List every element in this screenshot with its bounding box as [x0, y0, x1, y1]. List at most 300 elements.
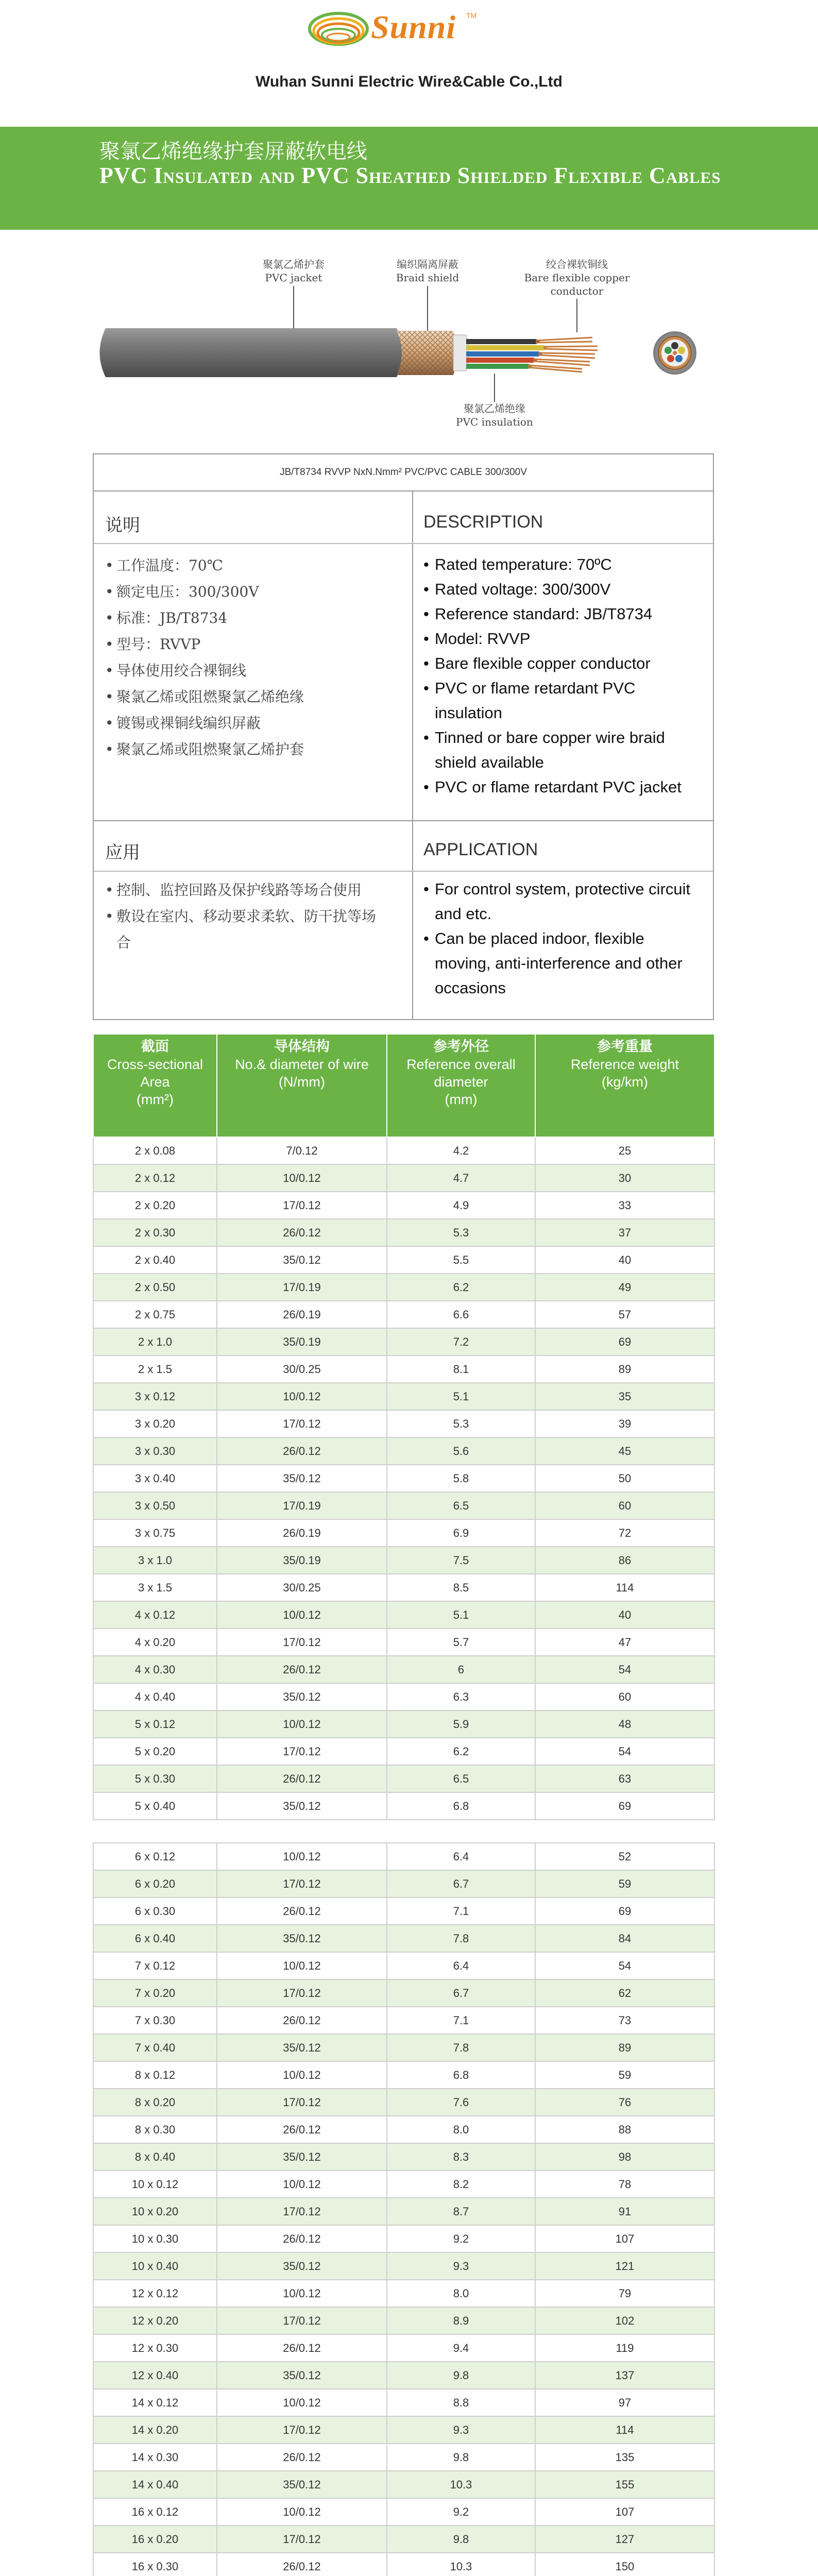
header-en: Reference weight — [570, 1057, 679, 1072]
list-item: • 控制、监控回路及保护线路等场合使用 — [105, 877, 383, 903]
header-unit: (mm) — [445, 1092, 478, 1107]
table-cell: 6.5 — [387, 1492, 535, 1519]
table-cell: 121 — [535, 2252, 714, 2280]
table-cell: 26/0.12 — [217, 2225, 387, 2252]
table-cell: 35/0.12 — [217, 2471, 387, 2498]
table-cell: 5.6 — [387, 1437, 535, 1465]
table-cell: 97 — [535, 2389, 714, 2416]
table-row — [93, 1465, 714, 1492]
table-cell: 17/0.12 — [217, 2089, 387, 2116]
table-cell: 63 — [535, 1765, 714, 1792]
table-row — [93, 1870, 714, 1897]
title-chinese: 聚氯乙烯绝缘护套屏蔽软电线 — [99, 140, 367, 163]
table-cell: 6.2 — [387, 1274, 535, 1301]
table-cell: 127 — [535, 2526, 714, 2553]
table-cell: 6.2 — [387, 1738, 535, 1765]
table-cell: 6.9 — [387, 1519, 535, 1547]
table-row — [93, 1137, 714, 1164]
table-cell: 8 x 0.30 — [93, 2116, 217, 2143]
table-cell: 10/0.12 — [217, 1383, 387, 1410]
table-row — [93, 1574, 714, 1601]
table-cell: 7 x 0.30 — [93, 2007, 217, 2034]
table-cell: 8 x 0.40 — [93, 2143, 217, 2171]
table-cell: 2 x 0.30 — [93, 1219, 217, 1246]
table-row — [93, 1328, 714, 1355]
table-cell: 3 x 0.50 — [93, 1492, 217, 1519]
table-cell: 17/0.12 — [217, 1738, 387, 1765]
table-cell: 5 x 0.20 — [93, 1738, 217, 1765]
table-cell: 2 x 0.40 — [93, 1246, 217, 1274]
table-row — [93, 1519, 714, 1547]
table-cell: 6.7 — [387, 1979, 535, 2007]
table-cell: 3 x 0.30 — [93, 1437, 217, 1465]
standard-line: JB/T8734 RVVP NxN.Nmm² PVC/PVC CABLE 300/300V — [94, 454, 713, 492]
table-cell: 6 x 0.20 — [93, 1870, 217, 1897]
list-item: • Tinned or bare copper wire braid shield available — [423, 725, 707, 775]
header-unit: (mm²) — [137, 1092, 174, 1107]
list-item: • Rated temperature: 70ºC — [423, 552, 707, 577]
table-row — [93, 2143, 714, 2171]
list-item: • 镀锡或裸铜线编织屏蔽 — [105, 710, 404, 736]
header-unit: (kg/km) — [602, 1074, 648, 1090]
table-cell: 89 — [535, 1355, 714, 1383]
table-cell: 5 x 0.40 — [93, 1792, 217, 1820]
table-cell: 6.6 — [387, 1301, 535, 1328]
table-cell: 7.1 — [387, 1897, 535, 1925]
table-cell: 17/0.19 — [217, 1492, 387, 1519]
table-cell: 107 — [535, 2225, 714, 2252]
table-row — [93, 1164, 714, 1192]
table-cell: 35/0.12 — [217, 1683, 387, 1710]
table-cell: 3 x 0.20 — [93, 1410, 217, 1437]
table-cell: 5.3 — [387, 1410, 535, 1437]
table-cell: 73 — [535, 2007, 714, 2034]
table-cell: 2 x 0.08 — [93, 1137, 217, 1164]
table-row — [93, 1897, 714, 1925]
table-cell: 26/0.12 — [217, 1897, 387, 1925]
table-cell: 7 x 0.12 — [93, 1952, 217, 1979]
table-cell: 7.2 — [387, 1328, 535, 1355]
table-row — [93, 2498, 714, 2526]
table-cell: 5.5 — [387, 1246, 535, 1274]
table-cell: 54 — [535, 1952, 714, 1979]
table-cell: 5.9 — [387, 1710, 535, 1738]
braid-label-cn: 编织隔离屏蔽 — [397, 258, 458, 270]
table-cell: 26/0.12 — [217, 2444, 387, 2471]
table-row — [93, 1792, 714, 1820]
description-list-cn — [105, 552, 404, 762]
table-cell: 2 x 0.50 — [93, 1274, 217, 1301]
table-cell: 10/0.12 — [217, 1952, 387, 1979]
table-cell: 8.0 — [387, 2116, 535, 2143]
table-row — [93, 2007, 714, 2034]
table-cell: 8.2 — [387, 2171, 535, 2198]
section-divider — [94, 820, 713, 821]
table-cell: 78 — [535, 2171, 714, 2198]
list-item: • 聚氯乙烯或阻燃聚氯乙烯护套 — [105, 736, 404, 762]
table-row — [93, 1547, 714, 1574]
section-divider — [94, 871, 713, 872]
table-cell: 8.7 — [387, 2198, 535, 2225]
table-row — [93, 1843, 714, 1870]
table-cell: 12 x 0.40 — [93, 2362, 217, 2389]
table-cell: 49 — [535, 1274, 714, 1301]
table-cell: 47 — [535, 1629, 714, 1656]
table-cell: 26/0.12 — [217, 1765, 387, 1792]
table-cell: 89 — [535, 2034, 714, 2061]
table-cell: 33 — [535, 1192, 714, 1219]
table-cell: 8.5 — [387, 1574, 535, 1601]
application-title-cn: 应用 — [105, 842, 140, 863]
table-cell: 16 x 0.30 — [93, 2553, 217, 2576]
list-item: • 聚氯乙烯或阻燃聚氯乙烯绝缘 — [105, 684, 404, 710]
list-item: • Rated voltage: 300/300V — [423, 577, 707, 602]
table-cell: 35 — [535, 1383, 714, 1410]
table-row — [93, 2061, 714, 2089]
table-row — [93, 1246, 714, 1274]
table-cell: 62 — [535, 1979, 714, 2007]
table-cell: 35/0.19 — [217, 1547, 387, 1574]
table-cell: 10/0.12 — [217, 2280, 387, 2307]
table-cell: 48 — [535, 1710, 714, 1738]
table-row — [93, 1952, 714, 1979]
table-row — [93, 2416, 714, 2444]
table-row — [93, 2089, 714, 2116]
table-row — [93, 1629, 714, 1656]
table-cell: 8.8 — [387, 2389, 535, 2416]
table-cell: 6.8 — [387, 1792, 535, 1820]
table-cell: 69 — [535, 1897, 714, 1925]
table-cell: 6.3 — [387, 1683, 535, 1710]
table-cell: 10.3 — [387, 2553, 535, 2576]
info-block — [93, 453, 714, 1020]
table-cell: 8.0 — [387, 2280, 535, 2307]
table-cell: 25 — [535, 1137, 714, 1164]
table-cell: 3 x 1.0 — [93, 1547, 217, 1574]
description-title-cn: 说明 — [105, 515, 140, 536]
table-row — [93, 1383, 714, 1410]
insulation-label-cn: 聚氯乙烯绝缘 — [464, 402, 525, 415]
list-item: • Reference standard: JB/T8734 — [423, 602, 707, 626]
header-conductor — [217, 1034, 387, 1137]
table-row — [93, 1710, 714, 1738]
table-cell: 10/0.12 — [217, 2171, 387, 2198]
list-item: • Bare flexible copper conductor — [423, 651, 707, 676]
table-row — [93, 1738, 714, 1765]
table-cell: 59 — [535, 2061, 714, 2089]
table-cell: 6 x 0.30 — [93, 1897, 217, 1925]
header-cn: 截面 — [141, 1039, 169, 1055]
header-en: Cross-sectional Area — [107, 1057, 203, 1090]
table-cell: 45 — [535, 1437, 714, 1465]
list-item: • 额定电压：300/300V — [105, 579, 404, 605]
list-item: • 导体使用绞合裸铜线 — [105, 657, 404, 684]
logo-text: Sunni — [371, 9, 456, 45]
cable-illustration — [0, 247, 818, 453]
table-cell: 137 — [535, 2362, 714, 2389]
table-cell: 35/0.12 — [217, 2143, 387, 2171]
table-cell: 37 — [535, 1219, 714, 1246]
table-cell: 79 — [535, 2280, 714, 2307]
table-cell: 16 x 0.12 — [93, 2498, 217, 2526]
table-cell: 50 — [535, 1465, 714, 1492]
table-cell: 69 — [535, 1792, 714, 1820]
table-cell: 10 x 0.40 — [93, 2252, 217, 2280]
table-cell: 4 x 0.40 — [93, 1683, 217, 1710]
table-cell: 17/0.12 — [217, 2416, 387, 2444]
table-row — [93, 1765, 714, 1792]
table-cell: 39 — [535, 1410, 714, 1437]
table-cell: 69 — [535, 1328, 714, 1355]
table-cell: 3 x 0.12 — [93, 1383, 217, 1410]
table-cell: 10/0.12 — [217, 2498, 387, 2526]
table-row — [93, 2252, 714, 2280]
table-cell: 10/0.12 — [217, 1164, 387, 1192]
table-cell: 35/0.12 — [217, 1246, 387, 1274]
table-cell: 10/0.12 — [217, 2061, 387, 2089]
table-cell: 54 — [535, 1738, 714, 1765]
table-row — [93, 1192, 714, 1219]
table-cell: 7/0.12 — [217, 1137, 387, 1164]
table-cell: 2 x 0.12 — [93, 1164, 217, 1192]
table-row — [93, 1410, 714, 1437]
list-item: • PVC or flame retardant PVC jacket — [423, 775, 707, 800]
table-cell: 52 — [535, 1843, 714, 1870]
table-cell: 9.3 — [387, 2252, 535, 2280]
header-cn: 参考重量 — [597, 1039, 653, 1055]
table-cell: 35/0.12 — [217, 2362, 387, 2389]
table-cell: 9.3 — [387, 2416, 535, 2444]
table-cell: 107 — [535, 2498, 714, 2526]
table-cell: 26/0.12 — [217, 1437, 387, 1465]
table-cell: 26/0.12 — [217, 2116, 387, 2143]
table-row — [93, 2471, 714, 2498]
table-cell: 17/0.12 — [217, 1979, 387, 2007]
table-cell: 76 — [535, 2089, 714, 2116]
table-row — [93, 2198, 714, 2225]
table-cell: 91 — [535, 2198, 714, 2225]
table-cell: 26/0.12 — [217, 2007, 387, 2034]
table-cell: 17/0.12 — [217, 1192, 387, 1219]
table-row — [93, 1979, 714, 2007]
table-row — [93, 1437, 714, 1465]
table-cell: 10/0.12 — [217, 1710, 387, 1738]
table-cell: 5.1 — [387, 1383, 535, 1410]
table-row — [93, 2307, 714, 2334]
table-cell: 17/0.12 — [217, 1410, 387, 1437]
table-cell: 10 x 0.12 — [93, 2171, 217, 2198]
table-cell: 30/0.25 — [217, 1574, 387, 1601]
table-cell: 17/0.12 — [217, 2526, 387, 2553]
table-cell: 40 — [535, 1601, 714, 1629]
table-row — [93, 1355, 714, 1383]
header-en: No.& diameter of wire — [235, 1057, 369, 1072]
table-cell: 10.3 — [387, 2471, 535, 2498]
conductor-label-en-2: conductor — [550, 285, 604, 297]
list-item: • 敷设在室内、移动要求柔软、防干扰等场合 — [105, 903, 383, 956]
table-row — [93, 2171, 714, 2198]
table-row — [93, 1656, 714, 1683]
table-cell: 10 x 0.20 — [93, 2198, 217, 2225]
table-row — [93, 2225, 714, 2252]
table-cell: 17/0.12 — [217, 1870, 387, 1897]
header-cn: 导体结构 — [274, 1039, 330, 1055]
list-item: • 标准：JB/T8734 — [105, 605, 404, 631]
table-cell: 10/0.12 — [217, 1843, 387, 1870]
table-cell: 7 x 0.40 — [93, 2034, 217, 2061]
table-cell: 17/0.12 — [217, 2307, 387, 2334]
table-cell: 9.8 — [387, 2362, 535, 2389]
table-cell: 8.1 — [387, 1355, 535, 1383]
table-cell: 5.1 — [387, 1601, 535, 1629]
list-item: • Model: RVVP — [423, 626, 707, 651]
table-cell: 14 x 0.12 — [93, 2389, 217, 2416]
table-cell: 8 x 0.12 — [93, 2061, 217, 2089]
table-row — [93, 2444, 714, 2471]
table-row — [93, 1925, 714, 1952]
table-cell: 2 x 0.20 — [93, 1192, 217, 1219]
spec-table-part-2 — [93, 1842, 715, 2576]
table-cell: 9.4 — [387, 2334, 535, 2362]
table-cell: 26/0.12 — [217, 2334, 387, 2362]
section-divider — [94, 543, 713, 544]
table-cell: 4.2 — [387, 1137, 535, 1164]
table-cell: 6.7 — [387, 1870, 535, 1897]
table-cell: 86 — [535, 1547, 714, 1574]
table-cell: 2 x 1.0 — [93, 1328, 217, 1355]
table-cell: 35/0.12 — [217, 1465, 387, 1492]
table-cell: 17/0.19 — [217, 1274, 387, 1301]
list-item: • PVC or flame retardant PVC insulation — [423, 676, 707, 725]
swirl-logo-icon — [306, 4, 373, 63]
table-cell: 6.5 — [387, 1765, 535, 1792]
table-cell: 114 — [535, 1574, 714, 1601]
table-cell: 26/0.12 — [217, 1219, 387, 1246]
list-item: • Can be placed indoor, flexible moving, anti-interference and other occasions — [423, 926, 691, 1001]
table-cell: 5 x 0.12 — [93, 1710, 217, 1738]
table-cell: 84 — [535, 1925, 714, 1952]
table-cell: 5 x 0.30 — [93, 1765, 217, 1792]
table-cell: 54 — [535, 1656, 714, 1683]
header-cn: 参考外径 — [433, 1039, 489, 1055]
application-list-en — [423, 877, 691, 1001]
table-row — [93, 2334, 714, 2362]
table-row — [93, 1492, 714, 1519]
company-name: Wuhan Sunni Electric Wire&Cable Co.,Ltd — [255, 73, 563, 90]
header-diameter — [387, 1034, 535, 1137]
table-row — [93, 2526, 714, 2553]
table-cell: 26/0.12 — [217, 1656, 387, 1683]
table-cell: 119 — [535, 2334, 714, 2362]
table-cell: 57 — [535, 1301, 714, 1328]
table-row — [93, 2362, 714, 2389]
table-row — [93, 1219, 714, 1246]
table-row — [93, 2280, 714, 2307]
table-row — [93, 1301, 714, 1328]
table-cell: 60 — [535, 1683, 714, 1710]
table-cell: 150 — [535, 2553, 714, 2576]
table-cell: 135 — [535, 2444, 714, 2471]
table-cell: 10/0.12 — [217, 1601, 387, 1629]
jacket-label-cn: 聚氯乙烯护套 — [263, 258, 325, 270]
table-row — [93, 2034, 714, 2061]
table-cell: 35/0.12 — [217, 1792, 387, 1820]
column-divider — [412, 490, 413, 1020]
table-cell: 3 x 1.5 — [93, 1574, 217, 1601]
table-row — [93, 1683, 714, 1710]
table-cell: 4.7 — [387, 1164, 535, 1192]
table-cell: 9.2 — [387, 2225, 535, 2252]
logo — [0, 4, 818, 69]
table-cell: 8.9 — [387, 2307, 535, 2334]
table-cell: 35/0.12 — [217, 2034, 387, 2061]
table-cell: 7.6 — [387, 2089, 535, 2116]
table-cell: 35/0.19 — [217, 1328, 387, 1355]
table-cell: 60 — [535, 1492, 714, 1519]
table-cell: 40 — [535, 1246, 714, 1274]
table-cell: 16 x 0.20 — [93, 2526, 217, 2553]
table-cell: 9.2 — [387, 2498, 535, 2526]
table-cell: 2 x 0.75 — [93, 1301, 217, 1328]
spec-table-part-1 — [93, 1033, 715, 1820]
table-cell: 26/0.19 — [217, 1301, 387, 1328]
table-cell: 6.4 — [387, 1843, 535, 1870]
table-cell: 114 — [535, 2416, 714, 2444]
conductor-label-cn: 绞合裸软铜线 — [546, 258, 608, 270]
title-banner — [0, 127, 818, 230]
table-cell: 4 x 0.30 — [93, 1656, 217, 1683]
table-cell: 8 x 0.20 — [93, 2089, 217, 2116]
table-row — [93, 2116, 714, 2143]
header-weight — [535, 1034, 714, 1137]
table-cell: 7 x 0.20 — [93, 1979, 217, 2007]
list-item: • For control system, protective circuit and etc. — [423, 877, 691, 926]
logo-trademark: TM — [466, 11, 477, 20]
title-english: PVC Insulated and PVC Sheathed Shielded Flexible Cables — [99, 163, 721, 188]
table-cell: 6 x 0.12 — [93, 1843, 217, 1870]
table-cell: 7.5 — [387, 1547, 535, 1574]
table-cell: 30 — [535, 1164, 714, 1192]
table-cell: 6.4 — [387, 1952, 535, 1979]
table-cell: 5.7 — [387, 1629, 535, 1656]
table-cell: 2 x 1.5 — [93, 1355, 217, 1383]
table-row — [93, 1601, 714, 1629]
table-cell: 14 x 0.30 — [93, 2444, 217, 2471]
table-cell: 5.8 — [387, 1465, 535, 1492]
table-cell: 30/0.25 — [217, 1355, 387, 1383]
table-cell: 7.8 — [387, 2034, 535, 2061]
table-cell: 6 — [387, 1656, 535, 1683]
table-row — [93, 2553, 714, 2576]
table-cell: 4 x 0.20 — [93, 1629, 217, 1656]
table-cell: 59 — [535, 1870, 714, 1897]
table-cell: 5.3 — [387, 1219, 535, 1246]
table-cell: 6 x 0.40 — [93, 1925, 217, 1952]
list-item: • 工作温度：70℃ — [105, 552, 404, 579]
table-cell: 8.3 — [387, 2143, 535, 2171]
cable-diagram — [0, 247, 818, 453]
application-title-en: APPLICATION — [423, 840, 538, 859]
table-cell: 98 — [535, 2143, 714, 2171]
table-cell: 12 x 0.30 — [93, 2334, 217, 2362]
table-cell: 9.8 — [387, 2444, 535, 2471]
table-cell: 9.8 — [387, 2526, 535, 2553]
table-cell: 88 — [535, 2116, 714, 2143]
table-cell: 3 x 0.40 — [93, 1465, 217, 1492]
table-cell: 12 x 0.12 — [93, 2280, 217, 2307]
table-cell: 7.8 — [387, 1925, 535, 1952]
table-cell: 10/0.12 — [217, 2389, 387, 2416]
